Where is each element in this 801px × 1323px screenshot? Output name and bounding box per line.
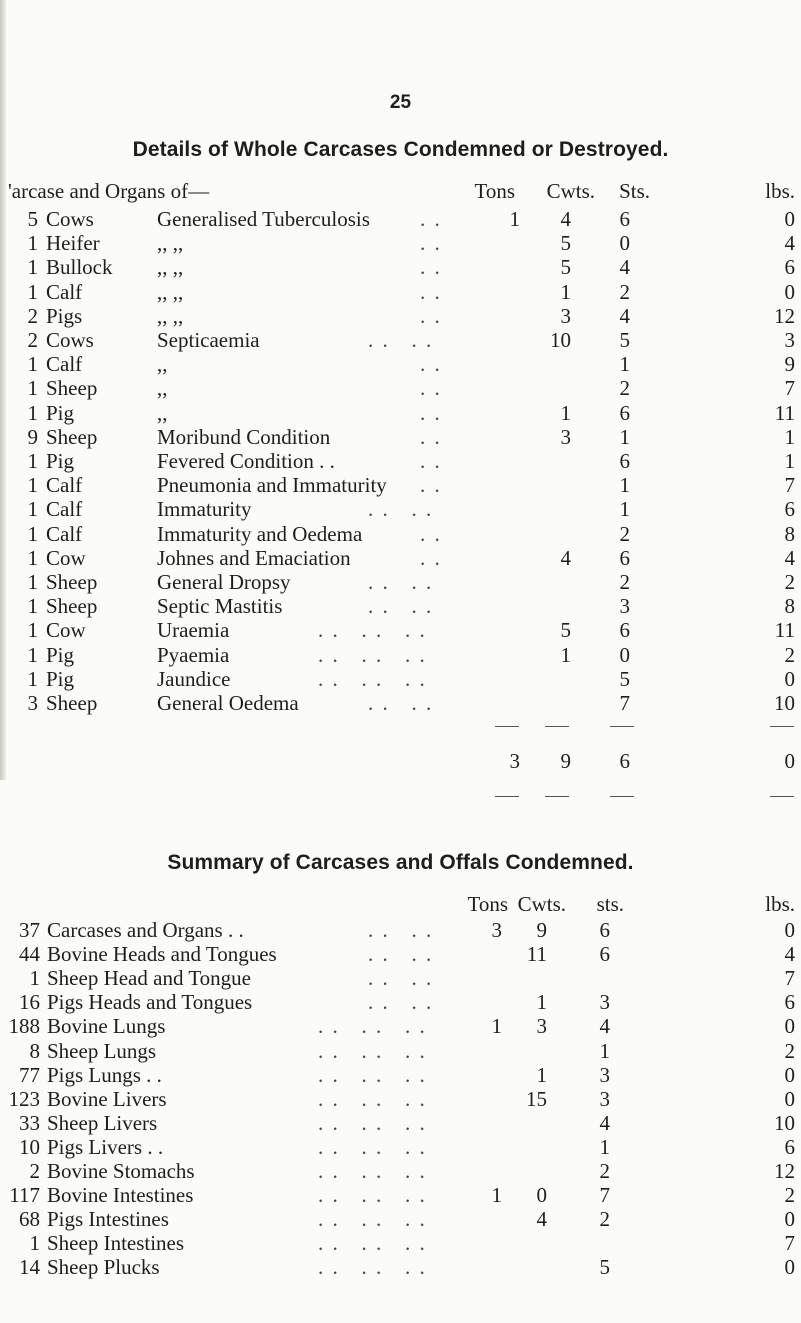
row-cause: General Oedema [157, 691, 299, 715]
total-cwts: 9 [560, 749, 571, 773]
summary-tons: 1 [491, 1183, 502, 1208]
row-dots: . . . . . . [318, 618, 427, 643]
summary-dots: . . . . . . [318, 1255, 427, 1280]
summary-row [0, 1086, 801, 1112]
carcase-row [0, 617, 801, 643]
row-cwts: 1 [560, 400, 571, 425]
summary-qty: 188 [8, 1014, 40, 1039]
total-rule-bottom-tons [495, 796, 519, 797]
summary-cwts: 9 [536, 918, 547, 942]
row-qty: 1 [27, 497, 38, 522]
row-dots: . . [420, 424, 442, 449]
total-rule-top-sts [610, 726, 634, 727]
carcase-row [0, 303, 801, 329]
header-lbs: lbs. [765, 179, 795, 203]
row-lbs: 10 [774, 691, 795, 715]
summary-item: Pigs Livers . . [47, 1134, 164, 1159]
summary-lbs: 6 [784, 990, 795, 1015]
summary-dots: . . . . . . [318, 1110, 427, 1135]
row-cause: ,, ,, [157, 279, 184, 304]
summary-qty: 14 [19, 1255, 40, 1280]
summary-header-row [0, 891, 801, 917]
row-animal: Sheep [46, 376, 98, 401]
total-rule-bottom-sts [610, 796, 634, 797]
row-qty: 1 [27, 521, 38, 546]
summary-cwts: 11 [526, 942, 547, 967]
row-sts: 5 [619, 328, 630, 352]
summary-item: Bovine Stomachs [47, 1159, 195, 1183]
summary-cwts: 4 [536, 1207, 547, 1232]
summary-dots: . . . . . . [318, 1134, 427, 1159]
summary-qty: 117 [9, 1183, 40, 1208]
header-cwts: Cwts. [546, 179, 595, 203]
row-dots: . . [420, 376, 442, 401]
summary-row [0, 1062, 801, 1088]
summary-lbs: 0 [784, 1062, 795, 1087]
summary-cwts: 3 [536, 1014, 547, 1039]
carcase-row [0, 206, 801, 232]
carcase-row [0, 375, 801, 401]
row-sts: 6 [619, 400, 630, 425]
summary-dots: . . . . [368, 918, 434, 942]
summary-cwts: 15 [526, 1086, 547, 1111]
summary-lbs: 7 [784, 1231, 795, 1256]
row-sts: 2 [619, 376, 630, 401]
row-cause: Pyaemia [157, 642, 230, 667]
summary-lbs: 0 [784, 1086, 795, 1111]
row-qty: 2 [27, 328, 38, 352]
carcase-row [0, 230, 801, 256]
total-rule-bottom-lbs [770, 796, 794, 797]
row-qty: 1 [27, 545, 38, 570]
row-sts: 6 [619, 618, 630, 643]
summary-lbs: 0 [784, 1014, 795, 1039]
summary-row [0, 965, 801, 991]
row-cwts: 4 [560, 545, 571, 570]
row-qty: 5 [27, 207, 38, 231]
summary-dots: . . . . [368, 990, 434, 1015]
row-dots: . . [420, 473, 442, 498]
row-animal: Calf [46, 279, 83, 304]
row-cwts: 3 [560, 424, 571, 449]
carcase-row [0, 690, 801, 716]
row-sts: 6 [619, 545, 630, 570]
row-cause: Fevered Condition . . [157, 449, 335, 473]
row-lbs: 2 [784, 570, 795, 594]
carcase-row [0, 424, 801, 450]
row-cause: ,, ,, [157, 303, 184, 328]
row-qty: 2 [27, 303, 38, 328]
row-lbs: 4 [784, 231, 795, 256]
row-sts: 2 [619, 570, 630, 594]
summary-dots: . . . . . . [318, 1038, 427, 1063]
row-dots: . . . . [368, 691, 434, 715]
summary-cwts: 1 [536, 990, 547, 1015]
row-cause: Jaundice [157, 666, 231, 691]
carcase-row [0, 279, 801, 305]
row-cause: Moribund Condition [157, 424, 331, 449]
row-dots: . . [420, 521, 442, 546]
row-cause: ,, [157, 376, 168, 401]
carcase-row [0, 666, 801, 692]
row-qty: 3 [27, 691, 38, 715]
summary-lbs: 0 [784, 918, 795, 942]
summary-dots: . . . . . . [318, 1014, 427, 1039]
row-lbs: 6 [784, 255, 795, 280]
carcase-row [0, 448, 801, 474]
row-animal: Sheep [46, 570, 98, 594]
summary-cwts: 0 [536, 1183, 547, 1208]
row-animal: Cows [46, 328, 94, 352]
total-tons: 3 [509, 749, 520, 773]
row-cause: Pneumonia and Immaturity [157, 473, 387, 498]
row-sts: 1 [619, 352, 630, 377]
row-animal: Calf [46, 473, 83, 498]
summary-row [0, 1134, 801, 1160]
summary-sts: 2 [599, 1207, 610, 1232]
row-lbs: 11 [774, 618, 795, 643]
row-lbs: 11 [774, 400, 795, 425]
summary-item: Bovine Heads and Tongues [47, 942, 277, 967]
carcase-row [0, 351, 801, 377]
row-sts: 1 [619, 473, 630, 498]
row-qty: 1 [27, 473, 38, 498]
row-qty: 1 [27, 666, 38, 691]
row-qty: 1 [27, 400, 38, 425]
summary-sts: 7 [599, 1183, 610, 1208]
summary-tons: 3 [491, 918, 502, 942]
row-qty: 1 [27, 570, 38, 594]
summary-sts: 4 [599, 1014, 610, 1039]
summary-row [0, 1038, 801, 1064]
summary-qty: 16 [19, 990, 40, 1015]
summary-lbs: 2 [784, 1038, 795, 1063]
row-cwts: 3 [560, 303, 571, 328]
summary-qty: 68 [19, 1207, 40, 1232]
carcase-row [0, 642, 801, 668]
row-qty: 1 [27, 376, 38, 401]
summary-sts: 5 [599, 1255, 610, 1280]
row-lbs: 7 [784, 376, 795, 401]
row-animal: Sheep [46, 424, 98, 449]
row-lbs: 0 [784, 207, 795, 231]
row-lbs: 2 [784, 642, 795, 667]
summary-row [0, 1182, 801, 1208]
total-lbs: 0 [784, 749, 795, 773]
row-cause: ,, [157, 352, 168, 377]
row-lbs: 8 [784, 594, 795, 619]
row-cwts: 1 [560, 642, 571, 667]
header-tons: Tons [474, 179, 515, 203]
summary-sts: 2 [599, 1159, 610, 1183]
row-dots: . . [420, 400, 442, 425]
carcases-total-row [0, 748, 801, 774]
row-animal: Pig [46, 449, 75, 473]
summary-dots: . . . . . . [318, 1207, 427, 1232]
summary-item: Carcases and Organs . . [47, 918, 244, 942]
row-cwts: 10 [550, 328, 571, 352]
summary-header-tons: Tons [467, 892, 508, 916]
row-dots: . . . . [368, 594, 434, 619]
summary-item: Sheep Livers [47, 1110, 158, 1135]
carcases-table-title: Details of Whole Carcases Condemned or Destroyed. [132, 138, 669, 161]
row-cause: Uraemia [157, 618, 230, 643]
summary-header-lbs: lbs. [765, 892, 795, 916]
summary-dots: . . . . [368, 966, 434, 991]
row-cwts: 5 [560, 255, 571, 280]
summary-qty: 10 [19, 1134, 40, 1159]
row-animal: Cow [46, 545, 86, 570]
row-cwts: 4 [560, 207, 571, 231]
summary-lbs: 7 [784, 966, 795, 991]
row-qty: 1 [27, 594, 38, 619]
carcase-row [0, 254, 801, 280]
carcase-row [0, 400, 801, 426]
row-lbs: 3 [784, 328, 795, 352]
row-animal: Pig [46, 666, 75, 691]
row-qty: 1 [27, 449, 38, 473]
row-qty: 1 [27, 642, 38, 667]
summary-row [0, 1158, 801, 1184]
summary-sts: 3 [599, 990, 610, 1015]
total-rule-top-cwts [545, 726, 569, 727]
summary-row [0, 941, 801, 967]
row-sts: 7 [619, 691, 630, 715]
row-dots: . . [420, 207, 442, 231]
summary-item: Pigs Lungs . . [47, 1062, 162, 1087]
summary-qty: 2 [29, 1159, 40, 1183]
row-cwts: 1 [560, 279, 571, 304]
row-cause: ,, [157, 400, 168, 425]
row-lbs: 8 [784, 521, 795, 546]
summary-row [0, 1013, 801, 1039]
summary-cwts: 1 [536, 1062, 547, 1087]
carcase-row [0, 327, 801, 353]
summary-lbs: 6 [784, 1134, 795, 1159]
summary-sts: 3 [599, 1062, 610, 1087]
row-dots: . . [420, 231, 442, 256]
page-number: 25 [389, 92, 412, 113]
row-dots: . . . . [368, 328, 434, 352]
row-cause: Immaturity [157, 497, 252, 522]
summary-row [0, 1254, 801, 1280]
row-dots: . . [420, 255, 442, 280]
row-animal: Pig [46, 400, 75, 425]
carcase-row [0, 521, 801, 547]
row-sts: 0 [619, 642, 630, 667]
row-qty: 1 [27, 352, 38, 377]
row-dots: . . [420, 545, 442, 570]
summary-lbs: 0 [784, 1255, 795, 1280]
row-animal: Pig [46, 642, 75, 667]
carcase-row [0, 593, 801, 619]
summary-row [0, 1110, 801, 1136]
total-rule-top-lbs [770, 726, 794, 727]
summary-qty: 8 [29, 1038, 40, 1063]
row-sts: 1 [619, 497, 630, 522]
summary-qty: 1 [29, 966, 40, 991]
row-animal: Heifer [46, 231, 100, 256]
summary-qty: 123 [8, 1086, 40, 1111]
summary-item: Pigs Intestines [47, 1207, 169, 1232]
row-cause: ,, ,, [157, 255, 184, 280]
summary-qty: 77 [19, 1062, 40, 1087]
row-dots: . . [420, 279, 442, 304]
row-animal: Cows [46, 207, 94, 231]
summary-row [0, 917, 801, 943]
summary-table-title: Summary of Carcases and Offals Condemned. [167, 851, 634, 874]
summary-sts: 6 [599, 942, 610, 967]
row-cause: Septicaemia [157, 328, 260, 352]
summary-sts: 3 [599, 1086, 610, 1111]
summary-qty: 37 [19, 918, 40, 942]
row-lbs: 1 [784, 424, 795, 449]
row-qty: 1 [27, 618, 38, 643]
row-cause: Septic Mastitis [157, 594, 283, 619]
row-sts: 2 [619, 279, 630, 304]
summary-dots: . . . . . . [318, 1159, 427, 1183]
row-dots: . . . . . . [318, 666, 427, 691]
summary-item: Bovine Lungs [47, 1014, 166, 1039]
total-sts: 6 [619, 749, 630, 773]
row-dots: . . . . [368, 570, 434, 594]
header-label: 'arcase and Organs of— [8, 179, 210, 203]
summary-item: Pigs Heads and Tongues [47, 990, 253, 1015]
carcase-row [0, 545, 801, 571]
summary-dots: . . . . . . [318, 1183, 427, 1208]
header-sts: Sts. [619, 179, 650, 203]
row-sts: 0 [619, 231, 630, 256]
summary-lbs: 4 [784, 942, 795, 967]
row-lbs: 12 [774, 303, 795, 328]
summary-tons: 1 [491, 1014, 502, 1039]
summary-lbs: 12 [774, 1159, 795, 1183]
row-animal: Calf [46, 497, 83, 522]
summary-row [0, 1206, 801, 1232]
row-animal: Calf [46, 521, 83, 546]
summary-qty: 1 [29, 1231, 40, 1256]
carcase-row [0, 569, 801, 595]
summary-sts: 4 [599, 1110, 610, 1135]
row-sts: 6 [619, 207, 630, 231]
summary-qty: 44 [19, 942, 40, 967]
row-qty: 1 [27, 231, 38, 256]
row-cause: Immaturity and Oedema [157, 521, 363, 546]
summary-item: Bovine Intestines [47, 1183, 194, 1208]
summary-item: Bovine Livers [47, 1086, 167, 1111]
row-lbs: 6 [784, 497, 795, 522]
row-cause: Johnes and Emaciation [157, 545, 351, 570]
carcase-row [0, 472, 801, 498]
row-sts: 5 [619, 666, 630, 691]
row-dots: . . [420, 449, 442, 473]
summary-qty: 33 [19, 1110, 40, 1135]
row-cwts: 5 [560, 618, 571, 643]
total-rule-top-tons [495, 726, 519, 727]
row-animal: Pigs [46, 303, 83, 328]
summary-item: Sheep Plucks [47, 1255, 160, 1280]
summary-row [0, 1230, 801, 1256]
row-qty: 1 [27, 279, 38, 304]
row-sts: 3 [619, 594, 630, 619]
row-animal: Cow [46, 618, 86, 643]
row-lbs: 9 [784, 352, 795, 377]
summary-dots: . . . . [368, 942, 434, 967]
row-tons: 1 [509, 207, 520, 231]
row-dots: . . [420, 303, 442, 328]
row-animal: Sheep [46, 594, 98, 619]
summary-sts: 1 [599, 1038, 610, 1063]
row-lbs: 7 [784, 473, 795, 498]
row-sts: 1 [619, 424, 630, 449]
row-cause: ,, ,, [157, 231, 184, 256]
summary-lbs: 10 [774, 1110, 795, 1135]
row-animal: Sheep [46, 691, 98, 715]
total-rule-bottom-cwts [545, 796, 569, 797]
summary-item: Sheep Intestines [47, 1231, 185, 1256]
summary-item: Sheep Head and Tongue [47, 966, 252, 991]
row-cause: Generalised Tuberculosis [157, 207, 370, 231]
summary-dots: . . . . . . [318, 1062, 427, 1087]
summary-lbs: 0 [784, 1207, 795, 1232]
summary-dots: . . . . . . [318, 1086, 427, 1111]
row-sts: 4 [619, 255, 630, 280]
row-animal: Calf [46, 352, 83, 377]
summary-dots: . . . . . . [318, 1231, 427, 1256]
row-lbs: 0 [784, 279, 795, 304]
carcases-header-row [0, 178, 801, 204]
summary-row [0, 989, 801, 1015]
summary-header-sts: sts. [596, 892, 624, 916]
row-qty: 1 [27, 255, 38, 280]
row-dots: . . . . . . [318, 642, 427, 667]
row-dots: . . . . [368, 497, 434, 522]
summary-sts: 6 [599, 918, 610, 942]
summary-header-cwts: Cwts. [517, 892, 566, 916]
row-lbs: 1 [784, 449, 795, 473]
row-sts: 6 [619, 449, 630, 473]
row-qty: 9 [27, 424, 38, 449]
summary-sts: 1 [599, 1134, 610, 1159]
row-sts: 4 [619, 303, 630, 328]
carcase-row [0, 496, 801, 522]
row-sts: 2 [619, 521, 630, 546]
row-dots: . . [420, 352, 442, 377]
row-cause: General Dropsy [157, 570, 291, 594]
summary-item: Sheep Lungs [47, 1038, 157, 1063]
summary-lbs: 2 [784, 1183, 795, 1208]
row-animal: Bullock [46, 255, 113, 280]
row-lbs: 0 [784, 666, 795, 691]
row-lbs: 4 [784, 545, 795, 570]
row-cwts: 5 [560, 231, 571, 256]
